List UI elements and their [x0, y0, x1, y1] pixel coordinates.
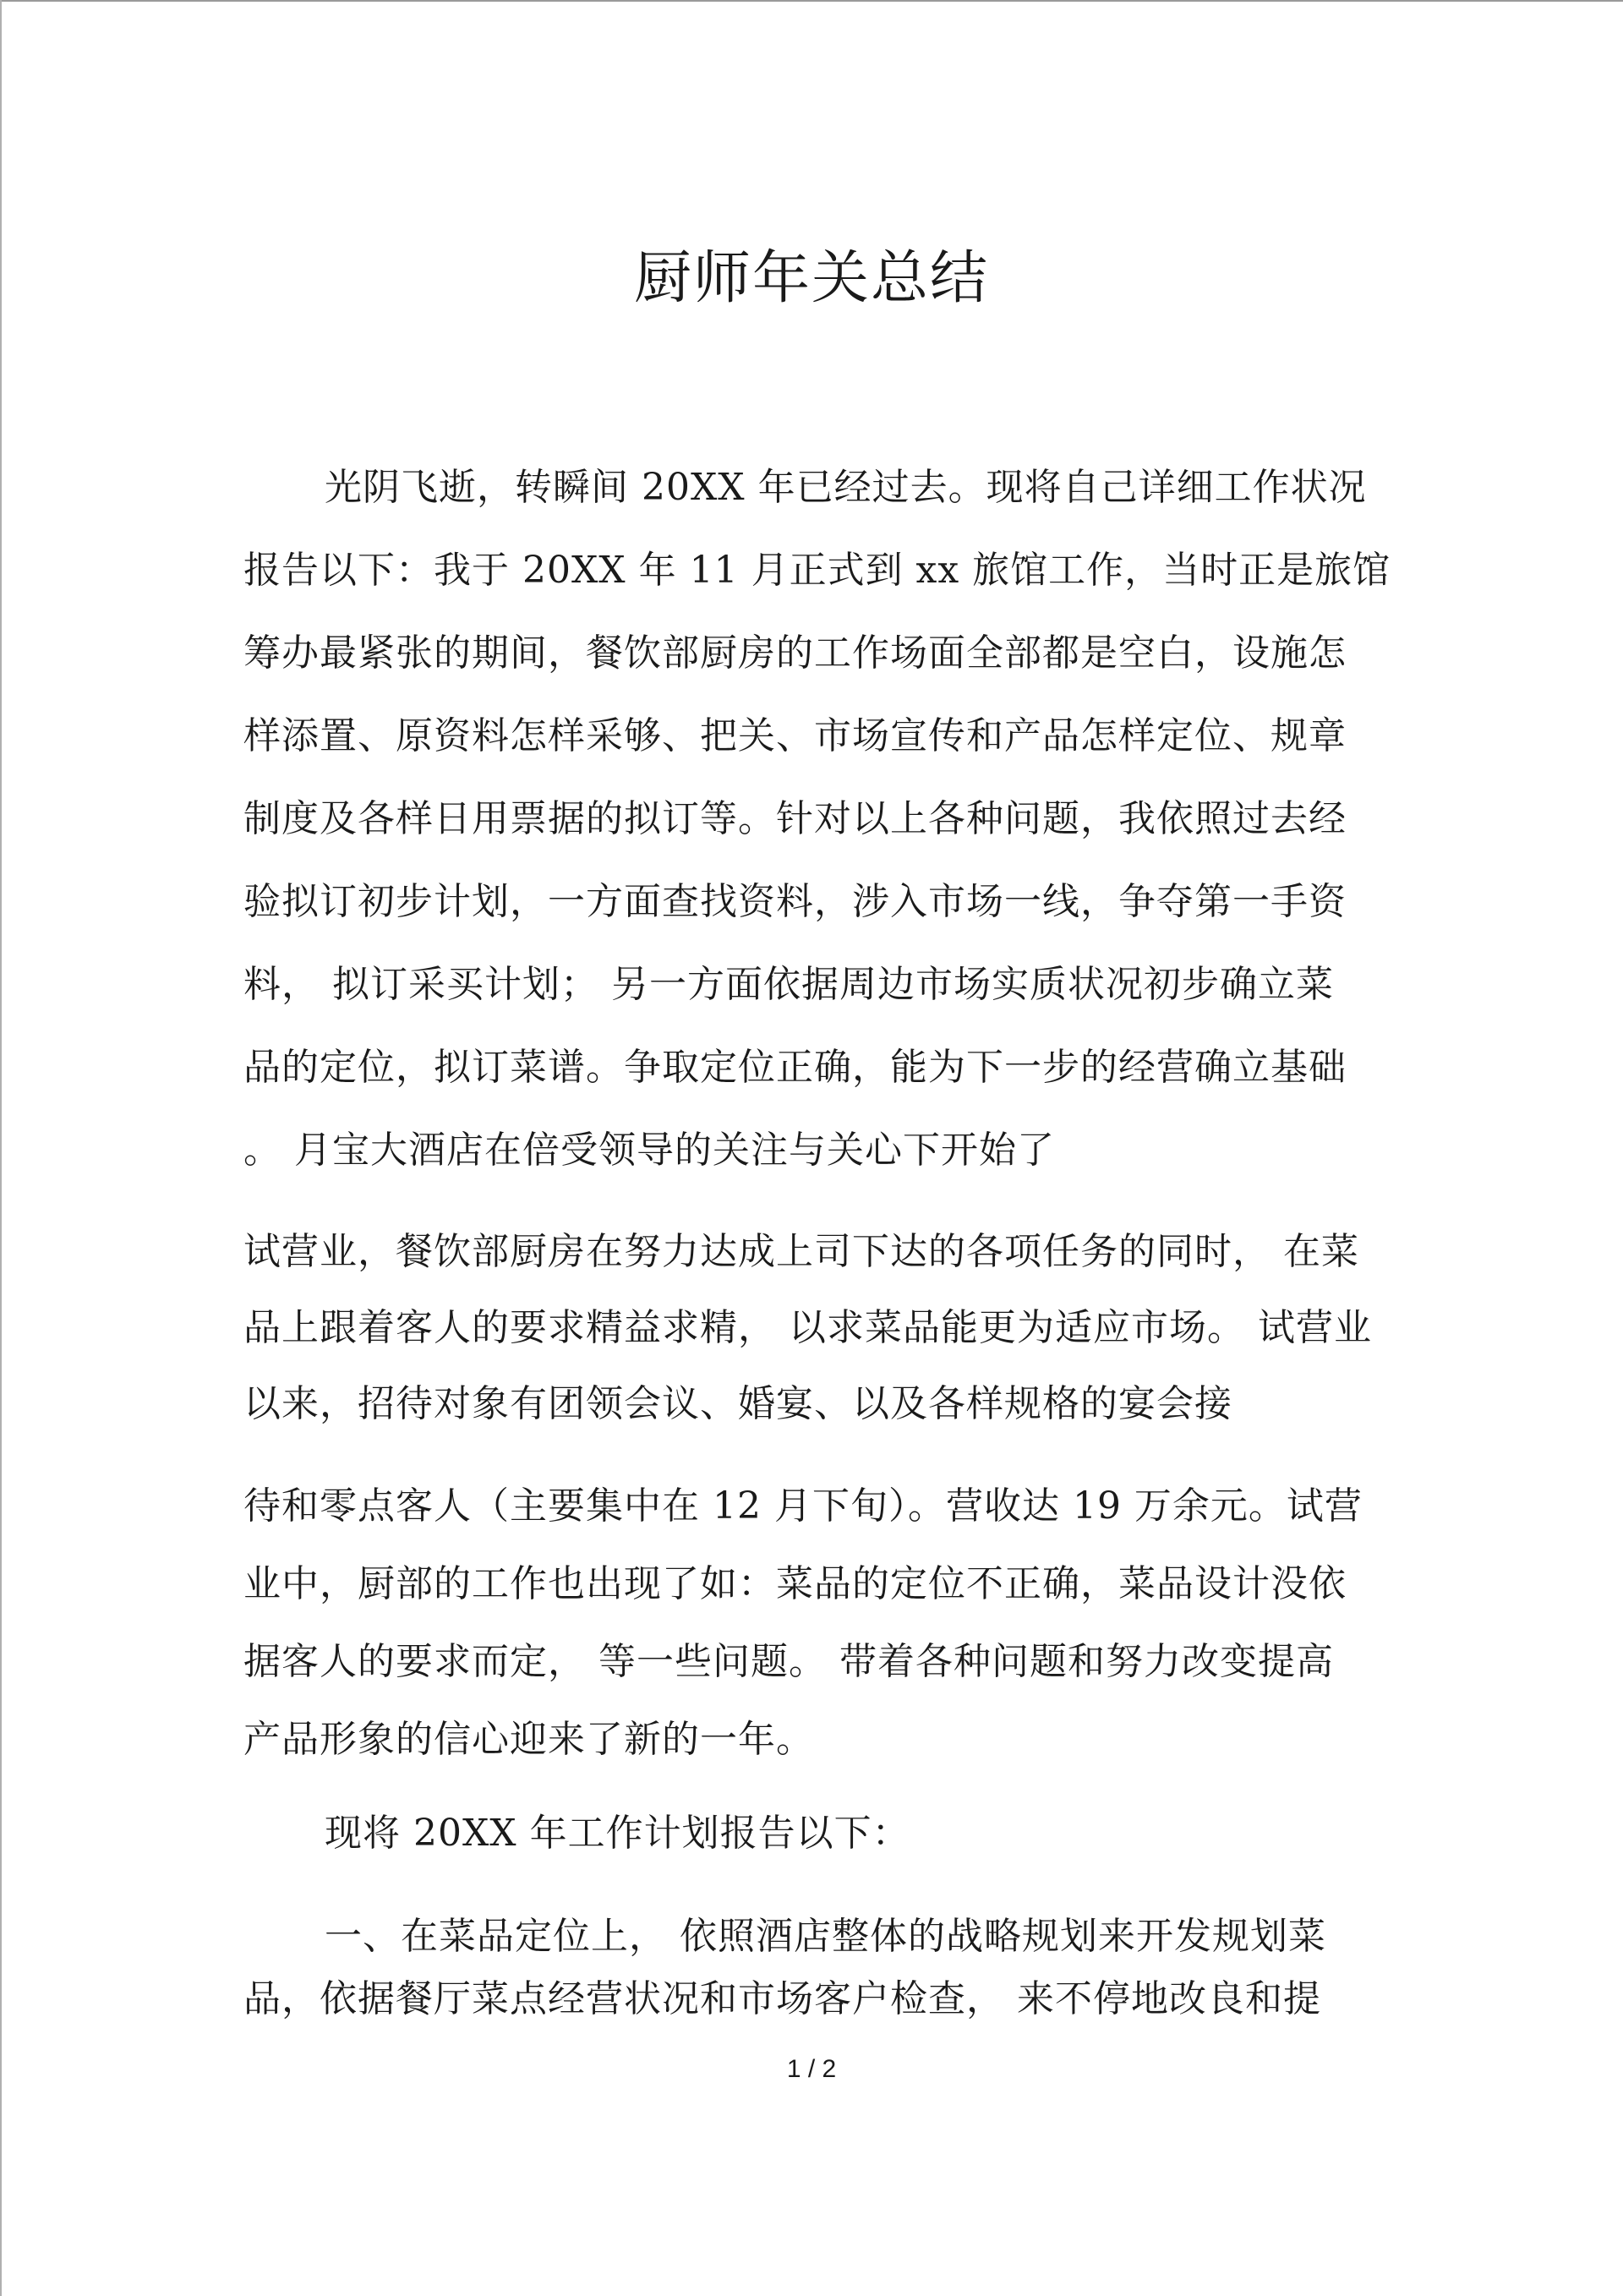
text-line: 。 月宝大酒店在倍受领导的关注与关心下开始了	[243, 1129, 1055, 1172]
text-line: 料， 拟订采买计划； 另一方面依据周边市场实质状况初步确立菜	[243, 963, 1334, 1006]
paragraph-5	[243, 1905, 1326, 2031]
text-line: 品，依据餐厅菜点经营状况和市场客户检查， 来不停地改良和提	[243, 1977, 1321, 2020]
text-line: 验拟订初步计划，一方面查找资料，涉入市场一线，争夺第一手资	[243, 880, 1347, 923]
text-line: 样添置、原资料怎样采够、把关、市场宣传和产品怎样定位、规章	[243, 714, 1347, 757]
text-line: 筹办最紧张的期间，餐饮部厨房的工作场面全部都是空白，设施怎	[243, 631, 1347, 675]
text-line: 光阴飞逝，转瞬间 20XX 年已经过去。现将自己详细工作状况	[325, 466, 1367, 509]
text-line: 试营业，餐饮部厨房在努力达成上司下达的各项任务的同时， 在菜	[243, 1230, 1359, 1273]
text-line: 业中，厨部的工作也出现了如：菜品的定位不正确，菜品设计没依	[243, 1562, 1347, 1605]
text-line: 待和零点客人（主要集中在 12 月下旬）。营收达 19 万余元。试营	[243, 1484, 1363, 1528]
text-line: 据客人的要求而定， 等一些问题。 带着各种问题和努力改变提高	[243, 1640, 1334, 1683]
text-line: 以来，招待对象有团领会议、婚宴、以及各样规格的宴会接	[243, 1382, 1232, 1425]
text-line: 报告以下：我于 20XX 年 11 月正式到 xx 旅馆工作，当时正是旅馆	[243, 549, 1391, 592]
text-line: 产品形象的信心迎来了新的一年。	[243, 1718, 814, 1761]
text-line: 现将 20XX 年工作计划报告以下：	[325, 1812, 910, 1855]
paragraph-1	[243, 446, 1391, 1192]
paragraph-2	[243, 1214, 1372, 1442]
paragraph-3	[243, 1468, 1363, 1779]
text-line: 一、在菜品定位上， 依照酒店整体的战略规划来开发规划菜	[325, 1915, 1326, 1958]
page-number: 1 / 2	[786, 2055, 837, 2083]
text-line: 品上跟着客人的要求精益求精， 以求菜品能更为适应市场。 试营业	[243, 1306, 1372, 1349]
document-title: 厨师年关总结	[633, 245, 989, 312]
page-top-border	[0, 0, 1623, 2]
text-line: 品的定位，拟订菜谱。争取定位正确，能为下一步的经营确立基础	[243, 1046, 1347, 1089]
page-left-border	[0, 0, 2, 2296]
paragraph-4	[243, 1792, 910, 1875]
text-line: 制度及各样日用票据的拟订等。针对以上各种问题，我依照过去经	[243, 797, 1347, 840]
